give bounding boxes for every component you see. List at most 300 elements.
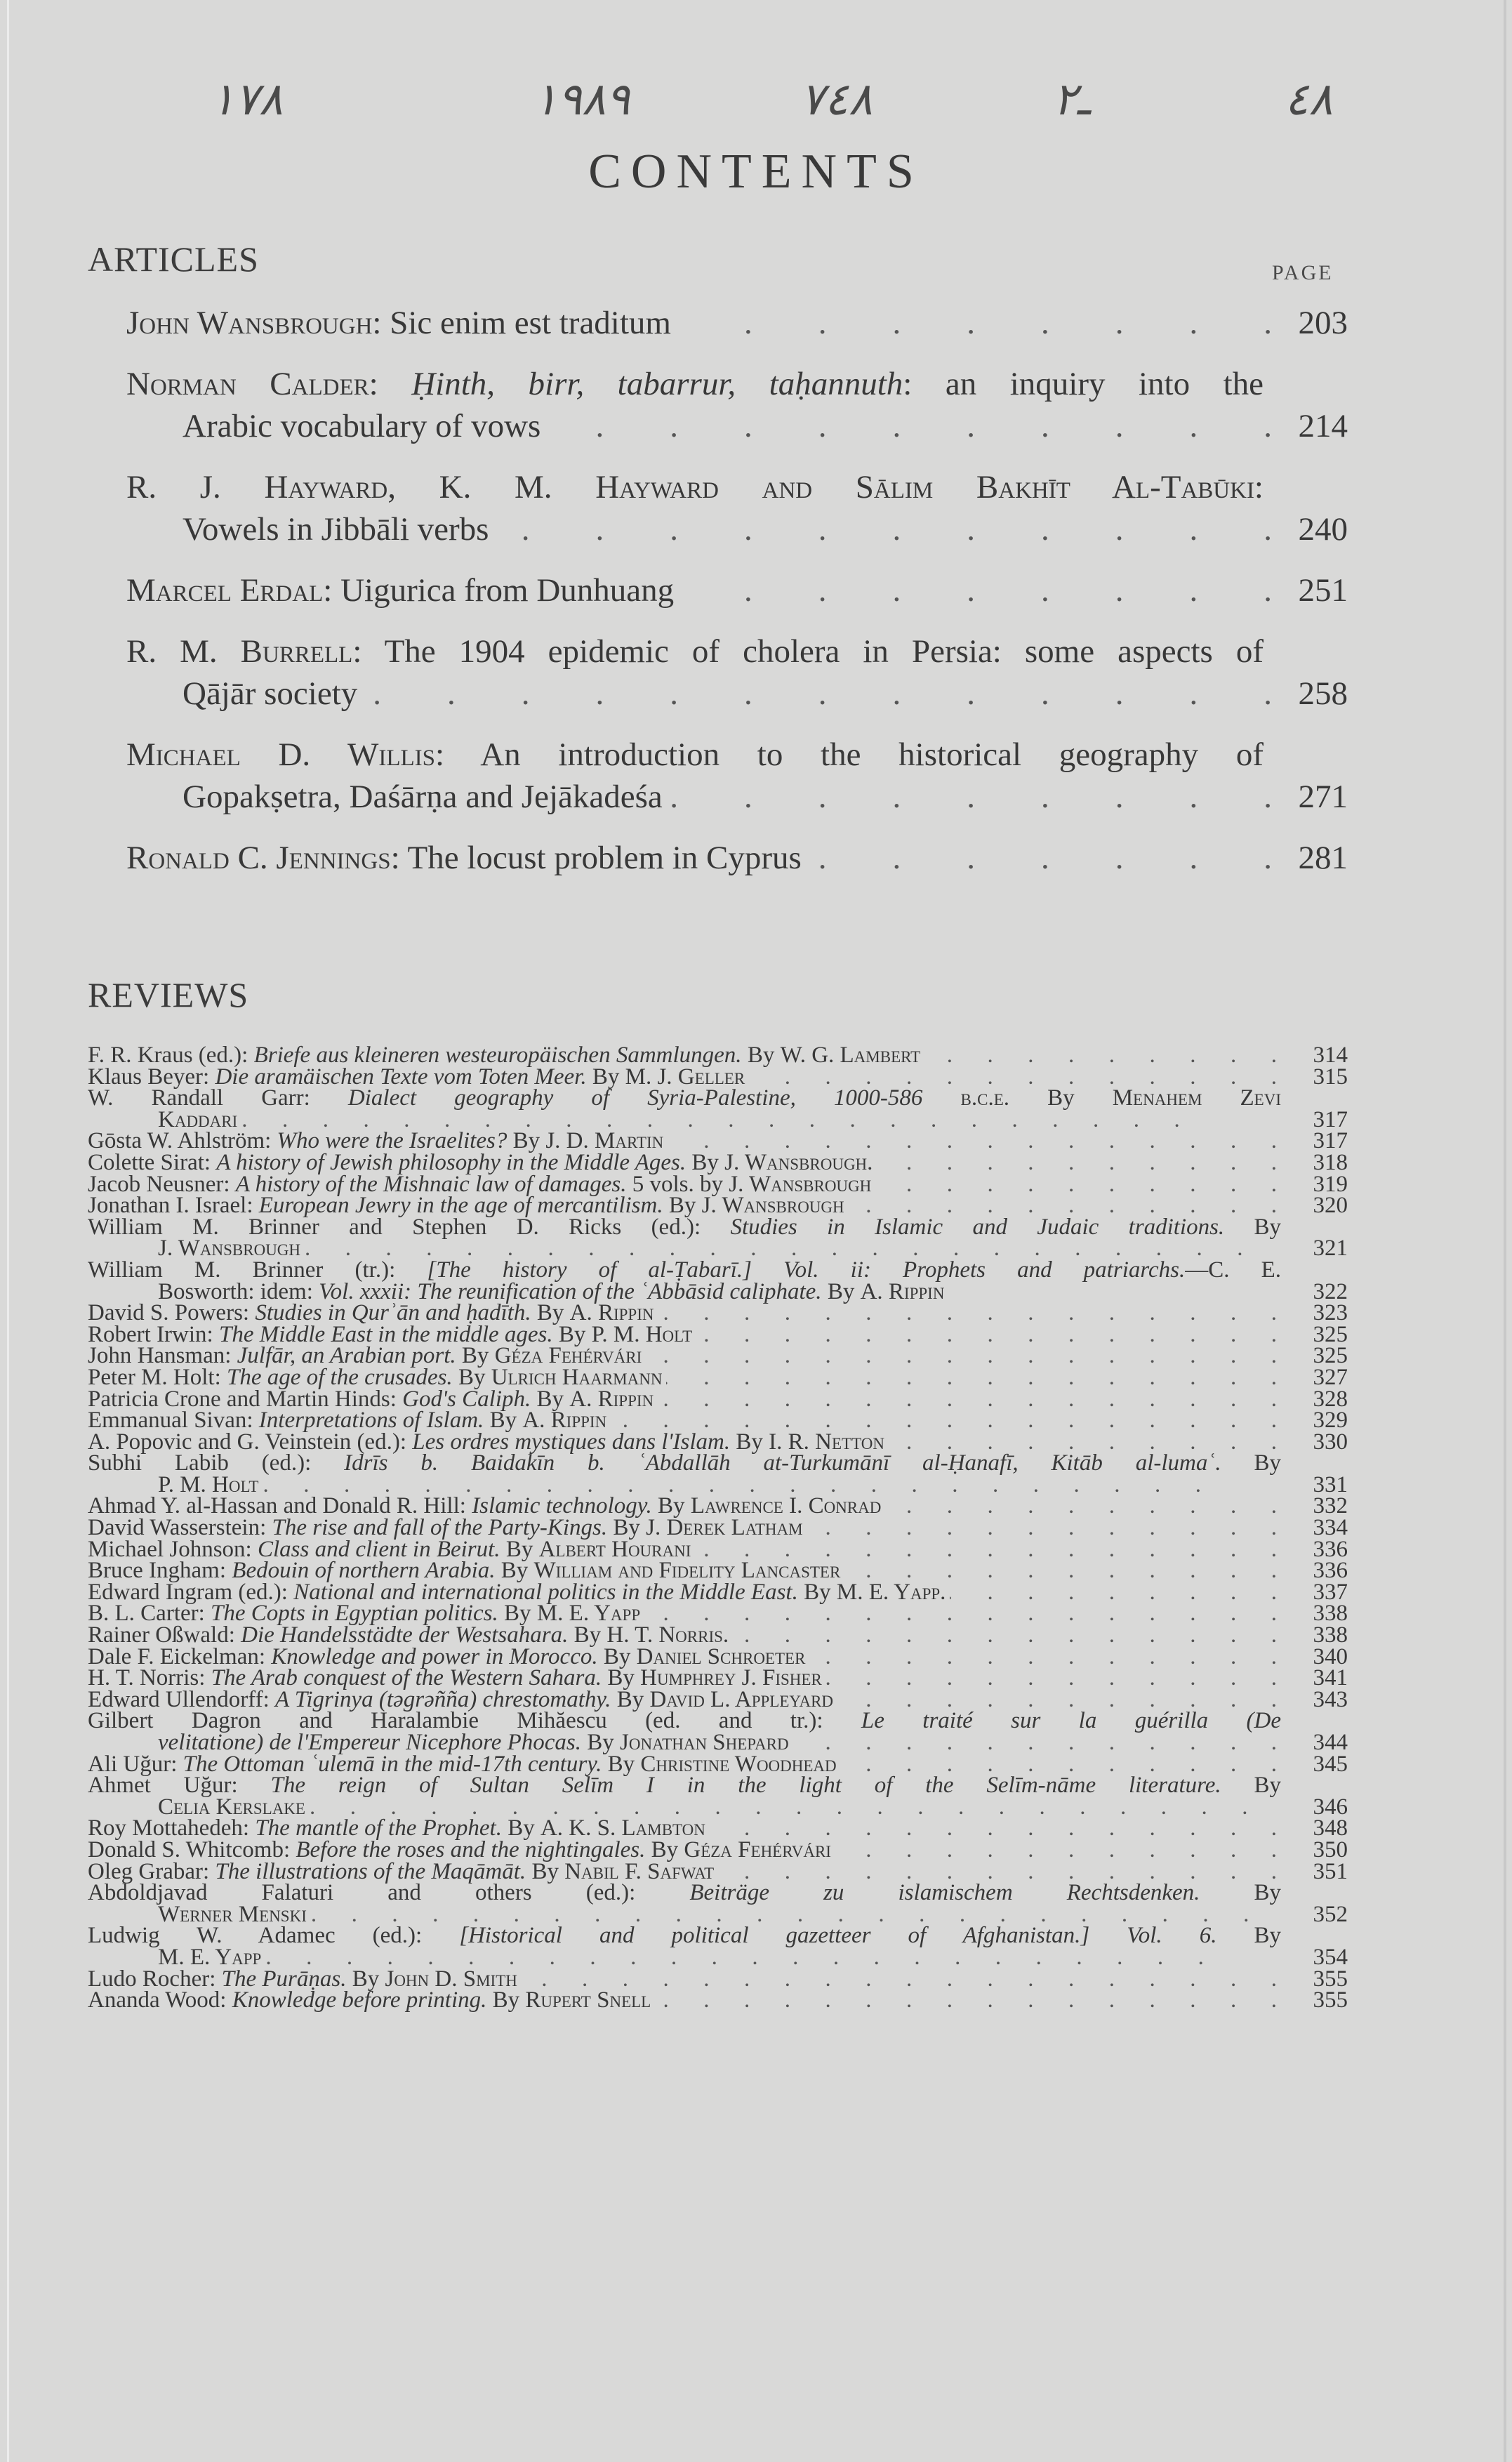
handwritten-mark: ٧٤٨: [800, 74, 873, 126]
review-entry[interactable]: [88, 1517, 1348, 1539]
reviewer: Humphrey J. Fisher: [640, 1665, 822, 1691]
leader-dots: [363, 673, 1272, 715]
review-entry[interactable]: [88, 1925, 1348, 1968]
reviewer: Kaddari: [158, 1106, 238, 1132]
review-line: [88, 1836, 831, 1862]
by-label: By: [658, 1493, 685, 1519]
article-title: Ḥinth, birr, tabarrur, taḥannuth: [411, 366, 903, 402]
book-title: Interpretations of Islam.: [258, 1408, 484, 1434]
review-entry[interactable]: [88, 1579, 1348, 1605]
reviewer: A. K. S. Lambton: [540, 1815, 705, 1841]
page-number: 240: [1298, 511, 1348, 548]
article-authors: R. J. Hayward, K. M. Hayward and Sālim Bakhīt Al-Tabūki:: [126, 469, 1264, 505]
by-label: By: [804, 1579, 831, 1605]
review-entry[interactable]: [88, 1968, 1348, 1990]
book-title: Beiträge zu islamischem Rechtsdenken.: [689, 1880, 1200, 1906]
by-label: By: [607, 1751, 635, 1777]
book-title: Briefe aus kleineren westeuropäischen Sammlungen.: [253, 1043, 742, 1068]
article-author: Marcel Erdal: [126, 572, 324, 609]
reviewer: P. M. Holt: [158, 1471, 259, 1497]
leader-dots: [666, 1367, 1277, 1389]
book-title: Knowledge and power in Morocco.: [271, 1643, 598, 1669]
leader-dots: [710, 1818, 1277, 1839]
book-author: Patricia Crone and Martin Hinds:: [88, 1386, 397, 1412]
leader-dots: [679, 569, 1272, 611]
by-label: By: [512, 1128, 541, 1154]
book-title: Class and client in Beirut.: [257, 1536, 500, 1562]
page-column-label: PAGE: [1272, 261, 1334, 284]
review-line: [88, 1386, 654, 1412]
reviewer: David L. Appleyard: [649, 1686, 834, 1712]
page-number: 258: [1298, 675, 1348, 712]
by-label: By: [531, 1858, 559, 1884]
page-number: 346: [1313, 1794, 1348, 1820]
leader-dots: [668, 1130, 1277, 1152]
reviewer: John D. Smith: [385, 1966, 517, 1992]
leader-dots: [611, 1410, 1277, 1431]
book-author: B. L. Carter:: [88, 1601, 205, 1627]
book-author: Roy Mottahedeh:: [88, 1815, 250, 1841]
book-author: Rainer Oßwald:: [88, 1622, 235, 1648]
reviewer: Daniel Schroeter: [636, 1643, 806, 1669]
reviewer: P. M. Holt: [591, 1321, 693, 1347]
review-line: [88, 1773, 1282, 1799]
book-author: Ali Uğur:: [88, 1751, 178, 1777]
book-author: William M. Brinner (tr.):: [88, 1257, 396, 1283]
page-title: CONTENTS: [588, 145, 924, 199]
article-author: Norman Calder: [126, 366, 369, 402]
reviewer: Lawrence I. Conrad: [690, 1493, 882, 1519]
article-entry[interactable]: Marcel Erdal: Uigurica from Dunhuang . . 251: [126, 569, 1348, 611]
leader-dots: [718, 1861, 1277, 1883]
page-number: 336: [1313, 1536, 1348, 1562]
reviewer: Celia Kerslake: [158, 1794, 305, 1820]
book-author: Jacob Neusner:: [88, 1171, 230, 1197]
article-title: Vowels in Jibbāli verbs: [183, 511, 489, 548]
handwritten-mark: ١٩٨٩: [533, 74, 630, 126]
article-entry[interactable]: Ronald C. Jennings: The locust problem in Cyprus . . 281: [126, 837, 1348, 879]
review-line: [88, 1536, 691, 1562]
review-line: [88, 1925, 1281, 1947]
book-title: Bedouin of northern Arabia.: [232, 1558, 496, 1584]
book-title: [The history of al-Ṭabarī.] Vol. ii: Prophets and patriarchs.: [427, 1257, 1186, 1283]
page-number: 319: [1313, 1171, 1348, 1197]
reviewer: Géza Fehérvári: [494, 1343, 642, 1369]
reviewer: Ulrich Haarmann: [491, 1364, 663, 1390]
book-title: Studies in Qurʾān and ḥadīth.: [255, 1300, 531, 1326]
section-heading-reviews: REVIEWS: [88, 975, 249, 1014]
by-label: By: [573, 1622, 602, 1648]
page-number: 317: [1313, 1128, 1348, 1154]
leader-dots: [733, 1624, 1277, 1646]
book-title: National and international politics in the Middle East.: [293, 1579, 798, 1605]
review-line: [88, 1066, 745, 1088]
review-line: [88, 1560, 840, 1582]
leader-dots: [644, 1603, 1277, 1624]
page-number: 343: [1313, 1686, 1348, 1712]
by-label: By: [1254, 1214, 1282, 1240]
article-title-line2: Arabic vocabulary of vows: [183, 408, 541, 444]
page-number: 352: [1313, 1901, 1348, 1927]
leader-dots: [793, 1732, 1277, 1754]
reviewer: A. Rippin: [522, 1408, 607, 1434]
review-line: [88, 1321, 693, 1347]
article-title-line2: Qājār society: [183, 675, 358, 712]
book-author: Gilbert Dagron and Haralambie Mihăescu (ed. and tr.):: [88, 1708, 823, 1734]
page-number: 348: [1313, 1815, 1348, 1841]
review-entry[interactable]: [88, 1667, 1348, 1689]
book-title: The Copts in Egyptian politics.: [211, 1601, 498, 1627]
page-number: 354: [1313, 1944, 1348, 1970]
review-entry[interactable]: [88, 1408, 1348, 1434]
page-number: 332: [1313, 1493, 1348, 1519]
leader-dots: [655, 1990, 1277, 2011]
article-entry[interactable]: R. M. Burrell: The 1904 epidemic of cholera in Persia: some aspects of Qājār society . . 258: [126, 630, 1348, 715]
book-author: Ludwig W. Adamec (ed.):: [88, 1923, 423, 1949]
article-entry[interactable]: Norman Calder: Ḥinth, birr, tabarrur, taḥannuth: an inquiry into the Arabic vocabulary of vows . . 214: [126, 363, 1348, 447]
leader-dots: [677, 302, 1272, 344]
by-label: By: [607, 1665, 635, 1691]
article-title-cont: : an inquiry into the: [903, 366, 1264, 402]
by-label: by: [699, 1171, 723, 1197]
review-line: [88, 1686, 834, 1712]
review-line: [88, 1601, 641, 1627]
page-number: 325: [1313, 1321, 1348, 1347]
article-title: An introduction to the historical geography of: [480, 736, 1264, 773]
page-edge-left: [7, 0, 9, 2462]
leader-dots: [950, 1582, 1277, 1603]
article-entry[interactable]: [126, 466, 1348, 550]
book-title: Die aramäischen Texte vom Toten Meer.: [215, 1064, 587, 1090]
leader-dots: [696, 1324, 1277, 1346]
book-author: F. R. Kraus (ed.):: [88, 1043, 248, 1068]
review-line: [88, 1517, 803, 1539]
handwritten-mark: ١٧٨: [211, 74, 284, 126]
review-line: [88, 1087, 1281, 1109]
by-label: By: [651, 1836, 679, 1862]
by-label: By: [736, 1429, 763, 1455]
review-entry[interactable]: [88, 1858, 1348, 1884]
book-title: The age of the crusades.: [226, 1364, 453, 1390]
review-line: [88, 1259, 1281, 1281]
review-line: [88, 1408, 607, 1434]
review-line: [88, 1667, 822, 1689]
review-entry[interactable]: [88, 1815, 1348, 1841]
page-number: 330: [1313, 1429, 1348, 1455]
review-entry[interactable]: [88, 1259, 1348, 1302]
by-label: By: [508, 1815, 535, 1841]
page-number: 271: [1298, 779, 1348, 815]
review-entry[interactable]: [88, 1087, 1348, 1130]
book-author: Ahmet Uğur:: [88, 1773, 238, 1799]
book-title: velitatione) de l'Empereur Nicephore Phocas.: [158, 1730, 582, 1755]
by-label: By: [691, 1149, 719, 1175]
review-entry[interactable]: [88, 1775, 1348, 1818]
book-title: The Middle East in the middle ages.: [218, 1321, 553, 1347]
book-title: Dialect geography of Syria-Palestine, 1000-586: [347, 1085, 923, 1111]
leader-dots: [522, 1968, 1277, 1990]
article-entry[interactable]: John Wansbrough: Sic enim est traditum . . 203: [126, 302, 1348, 344]
book-title: A Tigrinya (təgrəñña) chrestomathy.: [274, 1686, 611, 1712]
reviewer: J. Derek Latham: [646, 1515, 803, 1541]
leader-dots: [494, 508, 1272, 550]
book-title: The Ottoman ʿulemā in the mid-17th century.: [183, 1751, 602, 1777]
page-number: 323: [1313, 1300, 1348, 1326]
review-line: [88, 1045, 920, 1066]
page-number: 338: [1313, 1601, 1348, 1627]
review-entry[interactable]: [88, 1431, 1348, 1453]
review-line: [88, 1149, 873, 1175]
book-author: Klaus Beyer:: [88, 1064, 210, 1090]
reviewer: M. E. Yapp: [158, 1944, 262, 1970]
leader-dots: [658, 1389, 1277, 1410]
review-entry[interactable]: [88, 1836, 1348, 1862]
leader-dots: [849, 1195, 1277, 1217]
book-author: Ludo Rocher:: [88, 1966, 216, 1992]
review-line: [88, 1968, 517, 1990]
book-title: A history of the Mishnaic law of damages.: [235, 1171, 627, 1197]
review-entry[interactable]: [88, 1643, 1348, 1669]
book-author: Emmanual Sivan:: [88, 1408, 253, 1434]
by-label: By: [536, 1300, 564, 1326]
book-author: Robert Irwin:: [88, 1321, 213, 1347]
book-title-cont: —C. E.: [1185, 1257, 1281, 1283]
review-entry[interactable]: [88, 1345, 1348, 1367]
book-title: The rise and fall of the Party-Kings.: [272, 1515, 608, 1541]
by-label: By: [489, 1408, 517, 1434]
review-entry[interactable]: [88, 1495, 1348, 1517]
book-author: Edward Ullendorff:: [88, 1686, 270, 1712]
review-line2: [158, 1732, 789, 1754]
leader-dots: [885, 1495, 1277, 1517]
page-number: 318: [1313, 1149, 1348, 1175]
reviewer: J. Wansbrough.: [724, 1149, 873, 1175]
book-title: A history of Jewish philosophy in the Middle Ages.: [216, 1149, 687, 1175]
by-label: By: [587, 1730, 614, 1755]
review-entry[interactable]: [88, 1386, 1348, 1412]
review-entry[interactable]: [88, 1882, 1348, 1925]
reviewer: M. E. Yapp: [536, 1601, 641, 1627]
by-label: By: [1047, 1085, 1075, 1111]
review-line2: [158, 1278, 945, 1304]
page-number: 355: [1313, 1987, 1348, 2013]
article-entry[interactable]: Michael D. Willis: An introduction to the historical geography of Gopakṣetra, Daśārṇa and Jejākadeśa . . 271: [126, 734, 1348, 818]
reviewer: Nabil F. Safwat: [564, 1858, 715, 1884]
reviewer: Menahem Zevi: [1112, 1085, 1281, 1111]
book-extra: b.c.e.: [960, 1085, 1009, 1111]
by-label: By: [1254, 1450, 1282, 1476]
book-title: Who were the Israelites?: [277, 1128, 508, 1154]
by-label: By: [458, 1364, 486, 1390]
page-number: 214: [1298, 408, 1348, 444]
book-title: The Purāṇas.: [221, 1966, 347, 1992]
book-author: Ahmad Y. al-Hassan and Donald R. Hill:: [88, 1493, 466, 1519]
review-entry[interactable]: [88, 1171, 1348, 1197]
leader-dots: [311, 1904, 1277, 1926]
by-label: By: [668, 1193, 696, 1219]
page-number: 345: [1313, 1751, 1348, 1777]
page-number: 337: [1313, 1579, 1348, 1605]
reviewer: Rupert Snell: [525, 1987, 651, 2013]
review-entry[interactable]: [88, 1321, 1348, 1347]
review-entry[interactable]: [88, 1066, 1348, 1088]
leader-dots: [310, 1796, 1277, 1818]
review-entry[interactable]: [88, 1149, 1348, 1175]
page-number: 317: [1313, 1106, 1348, 1132]
book-author: H. T. Norris:: [88, 1665, 206, 1691]
book-author: W. Randall Garr:: [88, 1085, 310, 1111]
review-entry[interactable]: [88, 1045, 1348, 1066]
page-number: 328: [1313, 1386, 1348, 1412]
leader-dots: [546, 405, 1272, 447]
review-entry[interactable]: [88, 1624, 1348, 1646]
page-number: 320: [1313, 1193, 1348, 1219]
book-title: Les ordres mystiques dans l'Islam.: [412, 1429, 731, 1455]
review-entry[interactable]: [88, 1364, 1348, 1390]
book-title: Before the roses and the nightingales.: [296, 1836, 646, 1862]
by-label: By: [613, 1515, 640, 1541]
review-entry[interactable]: [88, 1987, 1348, 2013]
review-entry[interactable]: [88, 1452, 1348, 1495]
book-title: Knowledge before printing.: [232, 1987, 487, 2013]
leader-dots: [305, 1238, 1277, 1259]
review-line: [88, 1579, 946, 1605]
book-extra: 5 vols.: [632, 1171, 694, 1197]
page-number: 281: [1298, 840, 1348, 876]
review-line: [88, 1858, 715, 1884]
book-author: Dale F. Eickelman:: [88, 1643, 266, 1669]
reviewer: Albert Hourani: [538, 1536, 691, 1562]
page-number: 315: [1313, 1064, 1348, 1090]
page-edge-right: [1504, 0, 1506, 2462]
leader-dots: [695, 1539, 1277, 1561]
article-title: Sic enim est traditum: [390, 305, 671, 341]
book-author: Edward Ingram (ed.):: [88, 1579, 288, 1605]
review-line: [88, 1431, 884, 1453]
review-entry[interactable]: [88, 1751, 1348, 1777]
book-author: Jonathan I. Israel:: [88, 1193, 253, 1219]
book-title: The illustrations of the Maqāmāt.: [215, 1858, 526, 1884]
review-line: [88, 1624, 729, 1646]
book-author: Bruce Ingham:: [88, 1558, 227, 1584]
review-entry[interactable]: [88, 1686, 1348, 1712]
reviewer: William and Fidelity Lancaster: [533, 1558, 841, 1584]
handwritten-mark: ـ۲: [1053, 74, 1091, 126]
by-label: By: [500, 1558, 529, 1584]
review-line: [88, 1214, 1282, 1240]
book-author: Oleg Grabar:: [88, 1858, 210, 1884]
review-line: [88, 1751, 837, 1777]
leader-dots: [889, 1431, 1277, 1453]
leader-dots: [749, 1066, 1277, 1088]
book-author: David Wasserstein:: [88, 1515, 267, 1541]
page-number: 355: [1313, 1966, 1348, 1992]
by-label: By: [1254, 1773, 1282, 1799]
review-line: [88, 1987, 651, 2013]
reviews-list: [88, 1045, 1348, 2011]
article-title: The locust problem in Cyprus: [407, 840, 802, 876]
book-author: John Hansman:: [88, 1343, 232, 1369]
page-number: 331: [1313, 1471, 1348, 1497]
book-author: Michael Johnson:: [88, 1536, 252, 1562]
reviewer: Jonathan Shepard: [620, 1730, 789, 1755]
reviewer: Werner Menski: [158, 1901, 307, 1927]
review-entry[interactable]: [88, 1214, 1348, 1262]
review-entry[interactable]: [88, 1130, 1348, 1152]
book-title: Julfār, an Arabian port.: [237, 1343, 456, 1369]
book-title: European Jewry in the age of mercantilism.: [258, 1193, 663, 1219]
reviewer: J. Wansbrough: [158, 1236, 301, 1262]
book-title: Die Handelsstädte der Westsahara.: [241, 1622, 569, 1648]
by-label: By: [592, 1064, 620, 1090]
reviewer: A. Rippin: [569, 1300, 654, 1326]
leader-dots: [877, 1152, 1277, 1174]
article-author: Ronald C. Jennings: [126, 840, 391, 876]
book-author: Donald S. Whitcomb:: [88, 1836, 291, 1862]
review-line: [88, 1815, 705, 1841]
by-label: By: [616, 1686, 644, 1712]
page-number: 322: [1313, 1278, 1348, 1304]
section-heading-articles: ARTICLES: [88, 239, 259, 279]
book-title: Le traité sur la guérilla (De: [861, 1708, 1282, 1734]
book-author: William M. Brinner and Stephen D. Ricks (ed.):: [88, 1214, 701, 1240]
reviewer: A. Rippin: [569, 1386, 654, 1412]
leader-dots: [807, 1517, 1277, 1539]
book-author: A. Popovic and G. Veinstein (ed.):: [88, 1429, 406, 1455]
review-entry[interactable]: [88, 1710, 1348, 1753]
review-entry[interactable]: [88, 1536, 1348, 1562]
reviewer: J. Wansbrough: [701, 1193, 844, 1219]
book-author: Subhi Labib (ed.):: [88, 1450, 312, 1476]
article-author: Michael D. Willis: [126, 736, 436, 773]
reviewer: H. T. Norris.: [606, 1622, 729, 1648]
reviewer: J. D. Martin: [545, 1128, 664, 1154]
page-number: 251: [1298, 572, 1348, 609]
leader-dots: [668, 776, 1272, 818]
by-label: By: [505, 1536, 533, 1562]
leader-dots: [263, 1474, 1277, 1496]
article-title-line2: Gopakṣetra, Daśārṇa and Jejākadeśa: [183, 779, 663, 815]
review-line: [88, 1452, 1281, 1474]
by-label: By: [558, 1321, 586, 1347]
page-number: 203: [1298, 305, 1348, 341]
reviewer: M. J. Geller: [625, 1064, 745, 1090]
review-entry[interactable]: [88, 1302, 1348, 1324]
by-label: By: [504, 1601, 531, 1627]
review-line: [88, 1195, 844, 1217]
page-number: 325: [1313, 1343, 1348, 1369]
leader-dots: [265, 1947, 1277, 1968]
handwritten-mark: ٤٨: [1285, 74, 1333, 126]
review-line: [88, 1302, 654, 1324]
page-number: 340: [1313, 1643, 1348, 1669]
review-entry[interactable]: [88, 1560, 1348, 1582]
page-number: 338: [1313, 1622, 1348, 1648]
page-number: 321: [1313, 1236, 1348, 1262]
by-label: By: [492, 1987, 520, 2013]
page-number: 314: [1313, 1043, 1348, 1068]
review-entry[interactable]: [88, 1195, 1348, 1217]
review-entry[interactable]: [88, 1601, 1348, 1627]
article-author: R. M. Burrell: [126, 633, 353, 670]
review-line: [88, 1882, 1281, 1904]
page-number: 336: [1313, 1558, 1348, 1584]
book-author: Peter M. Holt:: [88, 1364, 221, 1390]
review-line: [88, 1710, 1281, 1732]
leader-dots: [841, 1754, 1277, 1775]
page-number: 350: [1313, 1836, 1348, 1862]
book-title: Vol. xxxii: The reunification of the ʿAbbāsid caliphate.: [319, 1278, 822, 1304]
